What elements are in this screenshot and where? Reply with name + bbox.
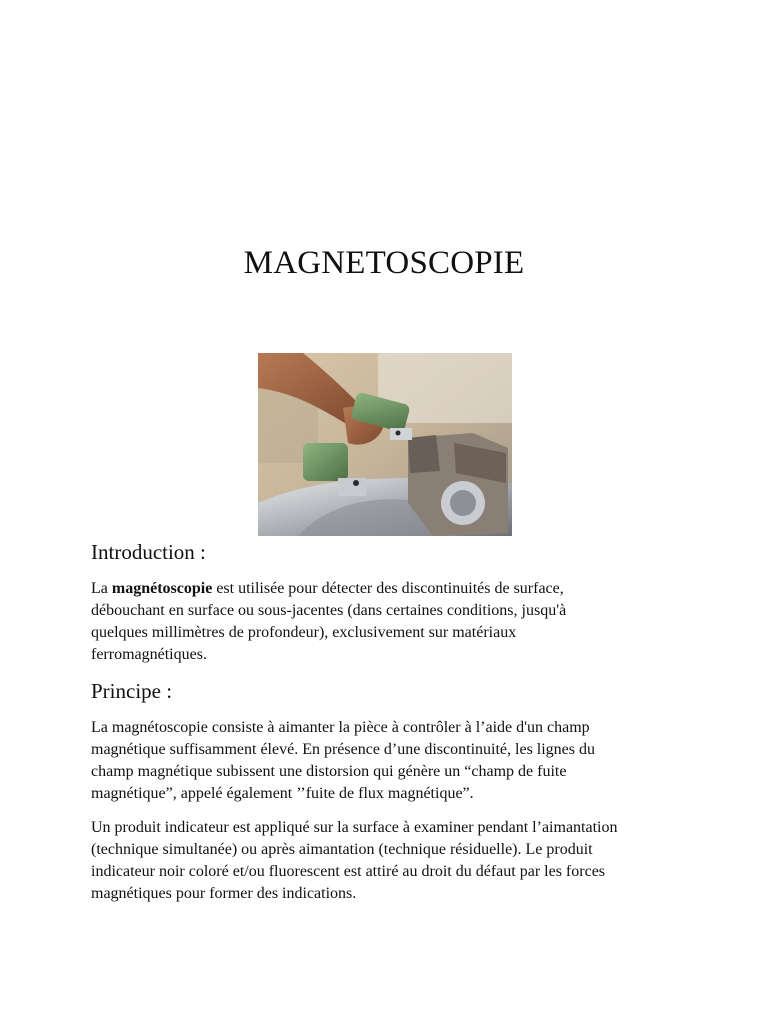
introduction-lead-term: magnétoscopie (111, 580, 213, 597)
introduction-line: débouchant en surface ou sous-jacentes (dans certaines conditions, jusqu'à (91, 602, 567, 619)
principe-line: magnétique suffisamment élevé. En présence d’une discontinuité, les lignes du (91, 741, 596, 758)
introduction-lead: La (91, 580, 112, 597)
principe-line: Un produit indicateur est appliqué sur la surface à examiner pendant l’aimantation (91, 819, 618, 836)
principe-line: magnétiques pour former des indications. (91, 885, 357, 902)
principe-line: indicateur noir coloré et/ou fluorescent est attiré au droit du défaut par les forces (91, 863, 606, 880)
principe-line: magnétique”, appelé également ’’fuite de flux magnétique”. (91, 785, 474, 802)
principe-paragraph-2 (91, 817, 691, 905)
introduction-line: quelques millimètres de profondeur), exclusivement sur matériaux (91, 624, 517, 641)
introduction-paragraph (91, 578, 691, 666)
principe-line: (technique simultanée) ou après aimantation (technique résiduelle). Le produit (91, 841, 593, 858)
magnetic-yoke-photo (258, 353, 512, 536)
principe-line: La magnétoscopie consiste à aimanter la pièce à contrôler à l’aide d'un champ (91, 719, 590, 736)
introduction-line: ferromagnétiques. (91, 646, 207, 663)
principe-line: champ magnétique subissent une distorsion qui génère un “champ de fuite (91, 763, 567, 780)
introduction-line: est utilisée pour détecter des discontinuités de surface, (212, 580, 564, 597)
principe-heading: Principe : (91, 679, 173, 703)
page-title: MAGNETOSCOPIE (243, 245, 525, 281)
introduction-heading: Introduction : (91, 540, 206, 564)
principe-paragraph-1 (91, 717, 691, 805)
